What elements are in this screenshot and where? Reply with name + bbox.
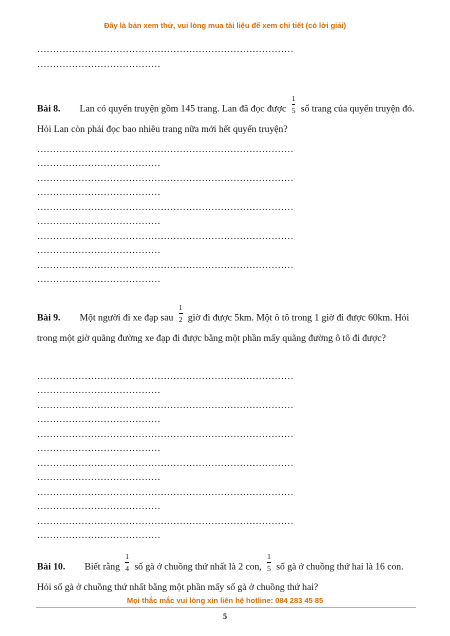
fraction bbox=[292, 94, 296, 115]
fraction-denominator: 4 bbox=[125, 564, 130, 573]
answer-line: ………………………………… bbox=[37, 444, 161, 454]
fraction-denominator: 5 bbox=[267, 564, 271, 573]
answer-line: ……………………………………………………………………… bbox=[37, 401, 294, 411]
answer-line: ………………………………… bbox=[37, 415, 161, 425]
problem-text: Lan có quyển truyện gồm 145 trang. Lan đã đọc được bbox=[79, 103, 287, 115]
footer-divider bbox=[36, 607, 416, 608]
answer-line: ……………………………………………………………………… bbox=[37, 261, 294, 271]
hotline-note: Mọi thắc mắc vui lòng xin liên hệ hotline: 084 283 45 85 bbox=[126, 596, 324, 605]
answer-line: ……………………………………………………………………… bbox=[37, 45, 294, 55]
answer-line: ………………………………… bbox=[37, 217, 161, 227]
problem-text: Biết rằng bbox=[84, 561, 120, 573]
fraction-numerator: 1 bbox=[291, 94, 296, 103]
answer-line: ……………………………………………………………………… bbox=[37, 232, 294, 242]
fraction bbox=[125, 552, 129, 573]
fraction-numerator: 1 bbox=[267, 552, 271, 561]
fraction bbox=[267, 552, 271, 573]
answer-line: ……………………………………………………………………… bbox=[37, 459, 294, 469]
problem-text: số gà ở chuồng thứ nhất là 2 con, bbox=[134, 561, 262, 573]
problem-label: Bài 8. bbox=[37, 103, 61, 115]
answer-line: ……………………………………………………………………… bbox=[37, 430, 294, 440]
preview-banner: Đây là bản xem thử, vui lòng mua tài liệu để xem chi tiết (có lời giải) bbox=[103, 21, 347, 30]
answer-line: ………………………………… bbox=[37, 386, 161, 396]
fraction-bar bbox=[179, 313, 183, 314]
problem-text: Một người đi xe đạp sau bbox=[79, 312, 174, 324]
problem-label: Bài 10. bbox=[37, 561, 66, 573]
answer-line: ………………………………… bbox=[37, 188, 161, 198]
answer-line: ……………………………………………………………………… bbox=[37, 174, 294, 184]
problem-9 bbox=[37, 303, 417, 348]
answer-line: ………………………………… bbox=[37, 502, 161, 512]
problem-8 bbox=[37, 94, 417, 139]
problem-label: Bài 9. bbox=[37, 312, 61, 324]
fraction-numerator: 1 bbox=[125, 552, 130, 561]
answer-line: ………………………………… bbox=[37, 275, 161, 285]
fraction bbox=[179, 303, 183, 324]
answer-line: ………………………………… bbox=[37, 60, 161, 70]
answer-line: ……………………………………………………………………… bbox=[37, 372, 294, 382]
fraction-bar bbox=[267, 562, 271, 563]
page-number: 5 bbox=[223, 612, 227, 621]
answer-line: ……………………………………………………………………… bbox=[37, 145, 294, 155]
problem-text: giờ đi được 5km. Một ô tô trong 1 giờ đi được 60km. Hỏi trong một giờ quãng đường xe đạp đi được bằng một phần mấy quãng đường ô tô đi được? bbox=[37, 312, 410, 344]
fraction-denominator: 2 bbox=[178, 315, 183, 324]
answer-line: ……………………………………………………………………… bbox=[37, 203, 294, 213]
problem-text: số gà ở chuồng thứ hai là 16 con. Hỏi số gà ở chuồng thứ nhất bằng một phần mấy số gà ở chuồng thứ hai? bbox=[37, 561, 404, 593]
fraction-bar bbox=[292, 104, 296, 105]
answer-line: ……………………………………………………………………… bbox=[37, 488, 294, 498]
answer-line: ………………………………… bbox=[37, 246, 161, 256]
fraction-bar bbox=[125, 562, 129, 563]
fraction-numerator: 1 bbox=[178, 303, 183, 312]
problem-text: số trang của quyển truyện đó. Hỏi Lan còn phải đọc bao nhiêu trang nữa mới hết quyển truyện? bbox=[37, 103, 415, 135]
answer-line: ………………………………… bbox=[37, 473, 161, 483]
answer-line: ……………………………………………………………………… bbox=[37, 517, 294, 527]
problem-10 bbox=[37, 552, 417, 597]
fraction-denominator: 5 bbox=[291, 106, 296, 115]
answer-line: ………………………………… bbox=[37, 159, 161, 169]
answer-line: ………………………………… bbox=[37, 531, 161, 541]
